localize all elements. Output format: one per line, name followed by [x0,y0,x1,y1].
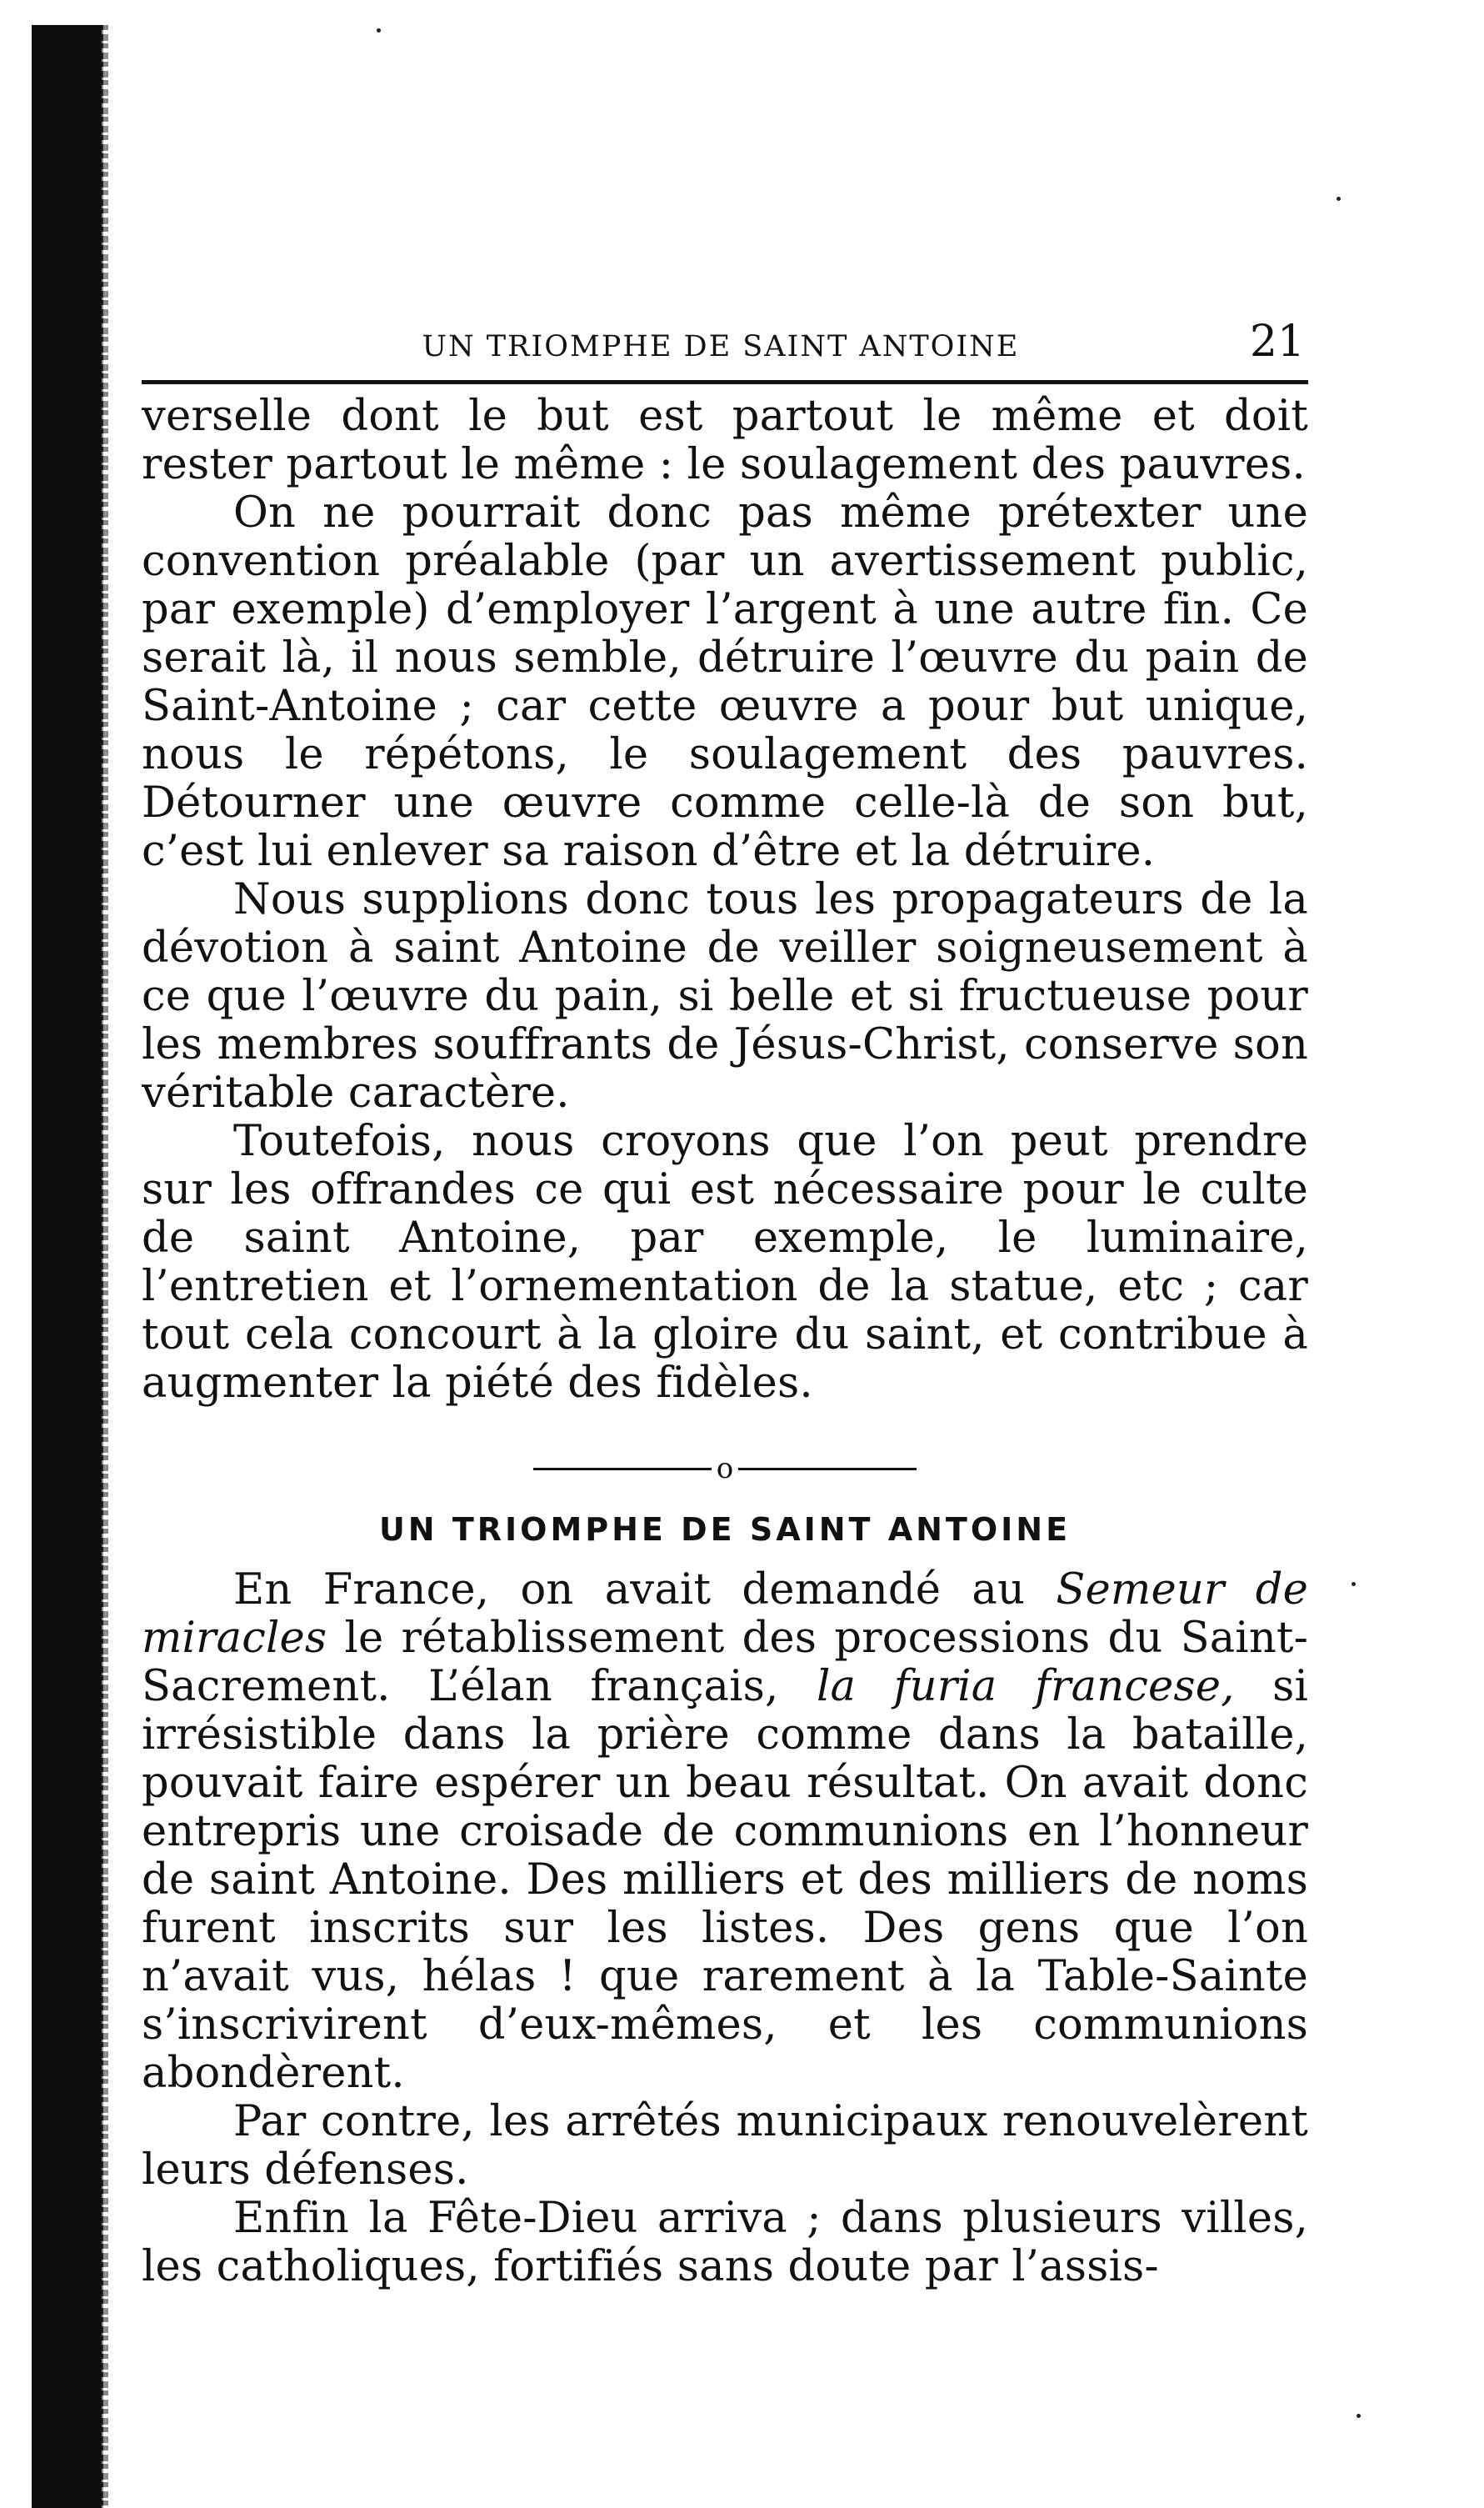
section-title: UN TRIOMPHE DE SAINT ANTOINE [378,1511,1072,1548]
paragraph: Par contre, les arrêtés municipaux renouvelèrent leurs défenses. [142,2097,1308,2195]
book-binding-edge [32,25,103,2508]
separator-line [738,1468,917,1470]
paragraph: verselle dont le but est partout le même et doit rester partout le même : le soulagement des pauvres. [142,392,1308,489]
paragraph [142,1566,1308,2098]
text-run: si irrésistible dans la prière comme dans la bataille, pouvait faire espérer un beau résultat. On avait donc entrepris une croisade de communions en l’honneur de saint Antoine. Des milliers et des milliers de noms furent inscrits sur les listes. Des gens que l’on n’avait vus, hélas ! que rarement à la Table-Sainte s’inscrivirent d’eux-mêmes, et les communions abondèrent. [142,1662,1308,2098]
paragraph: Toutefois, nous croyons que l’on peut prendre sur les offrandes ce qui est nécessaire pour le culte de saint Antoine, par exemple, le luminaire, l’entretien et l’ornementation de la statue, etc ; car tout cela concourt à la gloire du saint, et contribue à augmenter la piété des fidèles. [142,1117,1308,1408]
italic-phrase: la furia francese, [816,1662,1235,1711]
separator-mark: o [716,1452,734,1485]
separator-line [533,1468,712,1470]
print-speck [377,28,381,33]
paragraph: Nous supplions donc tous les propagateurs de la dévotion à saint Antoine de veiller soigneusement à ce que l’œuvre du pain, si belle et si fructueuse pour les membres souffrants de Jésus-Christ, conserve son véritable caractère. [142,875,1308,1118]
italic-title: Semeur de miracles [142,1565,1308,1663]
running-title: UN TRIOMPHE DE SAINT ANTOINE [422,330,1020,363]
paragraph: On ne pourrait donc pas même prétexter une convention préalable (par un avertissement public, par exemple) d’employer l’argent à une autre fin. Ce serait là, il nous semble, détruire l’œuvre du pain de Saint-Antoine ; car cette œuvre a pour but unique, nous le répétons, le soulagement des pauvres. Détourner une œuvre comme celle-là de son but, c’est lui enlever sa raison d’être et la détruire. [142,488,1308,876]
header-rule [142,380,1308,384]
running-head [142,317,1308,375]
text-run: En France, on avait demandé au [233,1565,1057,1614]
page-number: 21 [1249,317,1305,367]
print-speck [1337,197,1341,201]
print-speck [1357,2414,1361,2418]
body-text [142,393,1308,2291]
paragraph: Enfin la Fête-Dieu arriva ; dans plusieurs villes, les catholiques, fortifiés sans doute par l’assis- [142,2194,1308,2291]
print-speck [1352,1582,1356,1586]
book-page [142,317,1308,2291]
section-separator [533,1452,917,1485]
text-run: le rétablissement des processions du Saint-Sacrement. L’élan français, [142,1614,1308,1711]
